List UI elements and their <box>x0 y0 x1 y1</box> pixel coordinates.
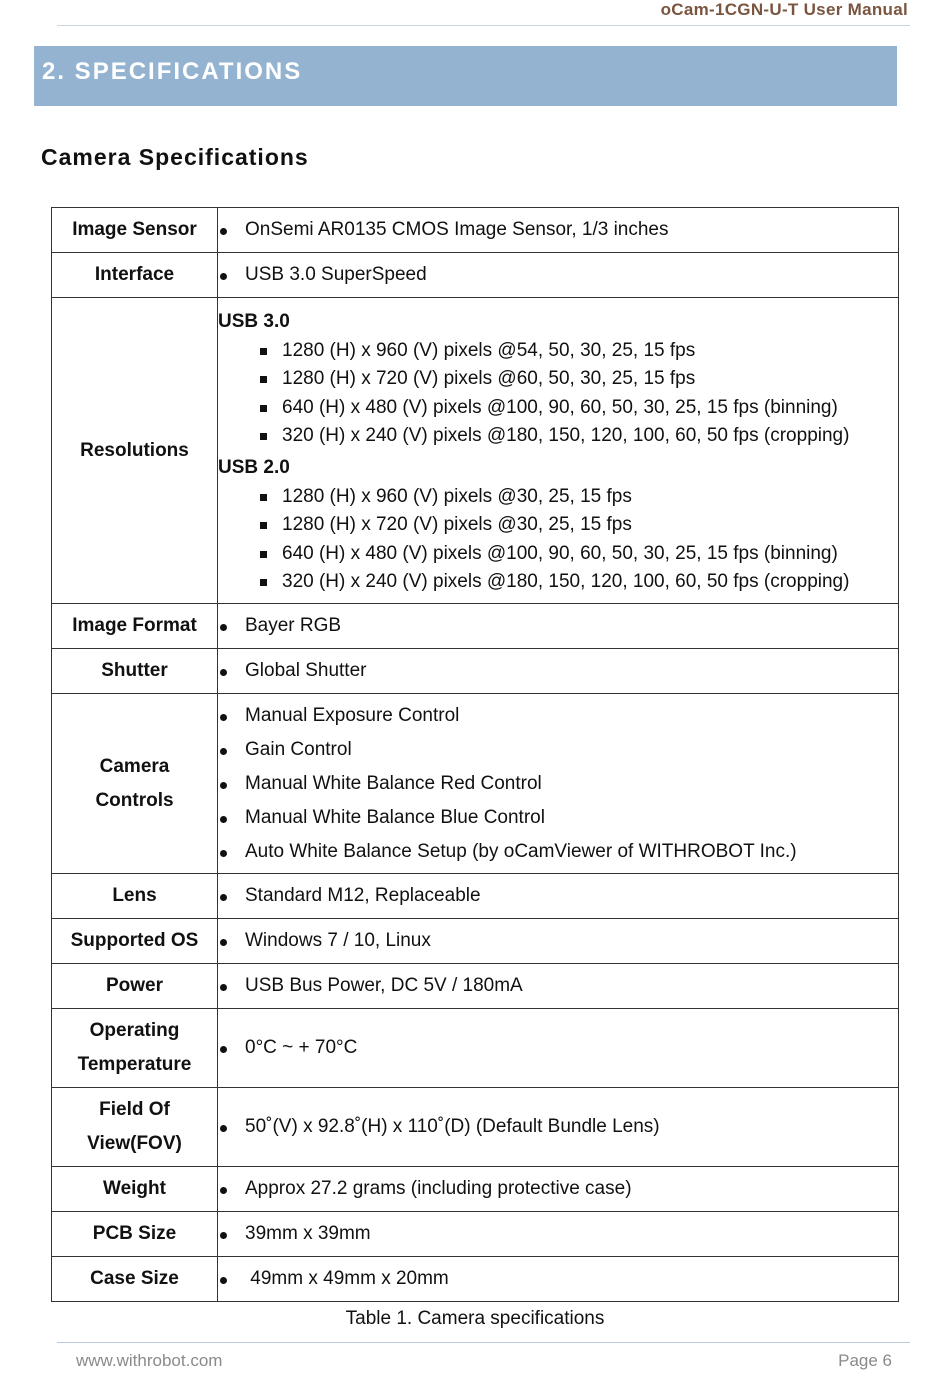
spec-item: Auto White Balance Setup (by oCamViewer of WITHROBOT Inc.) <box>218 835 898 869</box>
spec-item: 39mm x 39mm <box>218 1217 898 1251</box>
spec-value <box>218 1257 899 1302</box>
page-number: Page 6 <box>838 1351 892 1370</box>
table-row <box>52 874 899 919</box>
spec-key <box>52 1009 218 1088</box>
spec-item: Windows 7 / 10, Linux <box>218 924 898 958</box>
spec-value <box>218 874 899 919</box>
spec-key: Interface <box>52 253 218 298</box>
spec-item: Standard M12, Replaceable <box>218 879 898 913</box>
spec-key: PCB Size <box>52 1212 218 1257</box>
spec-item: Manual White Balance Red Control <box>218 767 898 801</box>
spec-key-line: Controls <box>95 789 174 811</box>
spec-item: Manual Exposure Control <box>218 699 898 733</box>
spec-item: Global Shutter <box>218 654 898 688</box>
table-row <box>52 1257 899 1302</box>
spec-key-line: Operating <box>89 1020 180 1041</box>
specifications-table <box>51 207 899 1302</box>
resolution-item: 1280 (H) x 720 (V) pixels @60, 50, 30, 25, 15 fps <box>218 365 898 394</box>
spec-value <box>218 1088 899 1167</box>
spec-value <box>218 1212 899 1257</box>
spec-value <box>218 919 899 964</box>
spec-key: Lens <box>52 874 218 919</box>
spec-key: Shutter <box>52 649 218 694</box>
spec-item: 0°C ~ + 70°C <box>218 1031 898 1065</box>
spec-value <box>218 208 899 253</box>
footer-website-link[interactable]: www.withrobot.com <box>76 1351 223 1370</box>
spec-key: Power <box>52 964 218 1009</box>
spec-key: Weight <box>52 1167 218 1212</box>
spec-value <box>218 694 899 874</box>
spec-item: 50˚(V) x 92.8˚(H) x 110˚(D) (Default Bundle Lens) <box>218 1110 898 1144</box>
table-row <box>52 649 899 694</box>
spec-item: Gain Control <box>218 733 898 767</box>
header-divider <box>57 25 910 26</box>
spec-key <box>52 1088 218 1167</box>
resolution-item: 1280 (H) x 960 (V) pixels @30, 25, 15 fps <box>218 483 898 512</box>
table-row <box>52 964 899 1009</box>
spec-value <box>218 253 899 298</box>
spec-item: OnSemi AR0135 CMOS Image Sensor, 1/3 inches <box>218 213 898 247</box>
table-row <box>52 253 899 298</box>
spec-key-line: View(FOV) <box>87 1133 182 1154</box>
table-row <box>52 298 899 604</box>
table-row <box>52 1212 899 1257</box>
usb3-label: USB 3.0 <box>218 310 290 332</box>
spec-item: Bayer RGB <box>218 609 898 643</box>
usb2-label: USB 2.0 <box>218 456 290 478</box>
table-row <box>52 694 899 874</box>
spec-key: Image Format <box>52 604 218 649</box>
spec-key-line: Camera <box>99 755 170 777</box>
spec-value <box>218 1167 899 1212</box>
spec-value <box>218 604 899 649</box>
spec-key: Resolutions <box>52 298 218 604</box>
table-row <box>52 604 899 649</box>
spec-item: USB 3.0 SuperSpeed <box>218 258 898 292</box>
spec-key-line: Field Of <box>99 1099 170 1120</box>
resolution-item: 1280 (H) x 720 (V) pixels @30, 25, 15 fps <box>218 511 898 540</box>
resolution-item: 640 (H) x 480 (V) pixels @100, 90, 60, 50, 30, 25, 15 fps (binning) <box>218 394 898 423</box>
resolution-item: 1280 (H) x 960 (V) pixels @54, 50, 30, 25, 15 fps <box>218 337 898 366</box>
resolution-item: 320 (H) x 240 (V) pixels @180, 150, 120, 100, 60, 50 fps (cropping) <box>218 422 898 451</box>
table-row <box>52 208 899 253</box>
spec-item: Approx 27.2 grams (including protective case) <box>218 1172 898 1206</box>
subheading: Camera Specifications <box>41 144 309 170</box>
spec-value <box>218 1009 899 1088</box>
spec-item: USB Bus Power, DC 5V / 180mA <box>218 969 898 1003</box>
footer-divider <box>57 1342 910 1343</box>
section-title: 2. SPECIFICATIONS <box>42 58 303 85</box>
table-row <box>52 1009 899 1088</box>
spec-key: Supported OS <box>52 919 218 964</box>
resolution-item: 640 (H) x 480 (V) pixels @100, 90, 60, 50, 30, 25, 15 fps (binning) <box>218 540 898 569</box>
spec-value <box>218 964 899 1009</box>
spec-key: Case Size <box>52 1257 218 1302</box>
spec-key <box>52 694 218 874</box>
table-row <box>52 1088 899 1167</box>
spec-item: Manual White Balance Blue Control <box>218 801 898 835</box>
spec-value <box>218 298 899 604</box>
document-header-title: oCam-1CGN-U-T User Manual <box>660 0 908 19</box>
table-row <box>52 1167 899 1212</box>
spec-item: 49mm x 49mm x 20mm <box>218 1262 898 1296</box>
table-caption: Table 1. Camera specifications <box>345 1308 605 1329</box>
table-row <box>52 919 899 964</box>
resolution-item: 320 (H) x 240 (V) pixels @180, 150, 120, 100, 60, 50 fps (cropping) <box>218 568 898 597</box>
spec-value <box>218 649 899 694</box>
spec-key-line: Temperature <box>77 1054 192 1075</box>
spec-key: Image Sensor <box>52 208 218 253</box>
